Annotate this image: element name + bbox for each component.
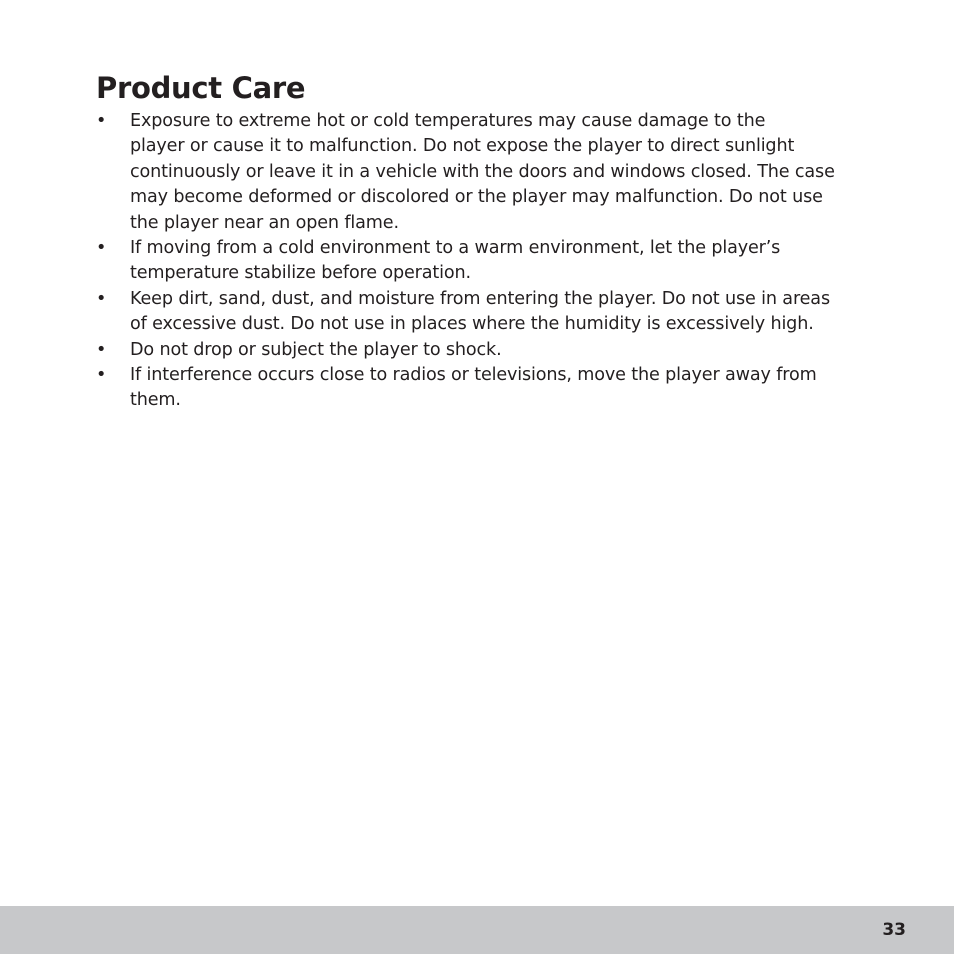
page-title: Product Care (96, 71, 306, 105)
bullet-icon: • (96, 288, 107, 309)
product-care-list (96, 109, 916, 414)
list-item-line: them. (130, 390, 181, 411)
list-item-line: may become deformed or discolored or the player may malfunction. Do not use (130, 187, 823, 208)
list-item (96, 363, 916, 414)
list-item (96, 109, 916, 236)
list-item-line: temperature stabilize before operation. (130, 263, 471, 284)
list-item-line: Keep dirt, sand, dust, and moisture from entering the player. Do not use in areas (130, 288, 830, 309)
bullet-icon: • (96, 238, 107, 259)
bullet-icon: • (96, 111, 107, 131)
list-item-line: the player near an open flame. (130, 212, 399, 233)
page-number: 33 (882, 920, 906, 940)
list-item (96, 338, 916, 363)
bullet-icon: • (96, 339, 107, 360)
list-item-line: continuously or leave it in a vehicle with the doors and windows closed. The case (130, 161, 835, 182)
bullet-icon: • (96, 365, 107, 386)
list-item-line: If moving from a cold environment to a warm environment, let the player’s (130, 238, 781, 259)
list-item-line: Exposure to extreme hot or cold temperatures may cause damage to the (130, 111, 766, 131)
list-item-line: Do not drop or subject the player to shock. (130, 339, 502, 360)
list-item-line: of excessive dust. Do not use in places where the humidity is excessively high. (130, 314, 814, 335)
list-item-line: If interference occurs close to radios or televisions, move the player away from (130, 365, 817, 386)
page-footer (0, 906, 954, 954)
list-item (96, 287, 916, 338)
list-item-line: player or cause it to malfunction. Do not expose the player to direct sunlight (130, 136, 795, 157)
list-item (96, 236, 916, 287)
